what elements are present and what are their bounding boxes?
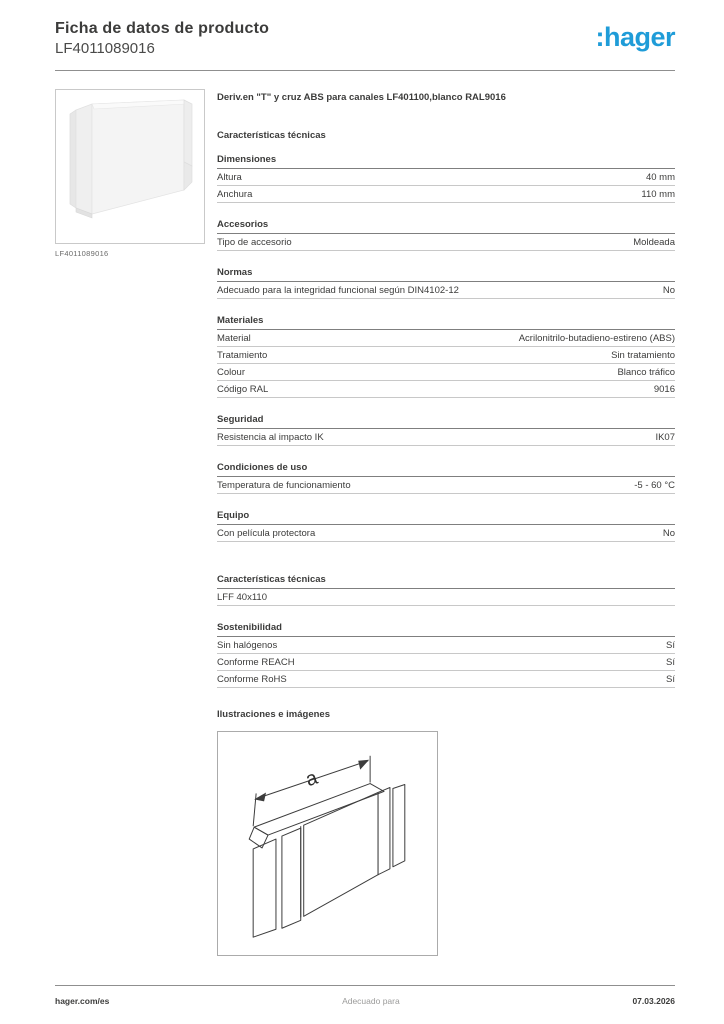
illustrations-heading: Ilustraciones e imágenes — [217, 709, 330, 720]
spec-row — [217, 169, 675, 186]
product-thumbnail — [55, 89, 205, 244]
spec-label: Material — [217, 333, 251, 344]
section-dimensiones — [217, 154, 675, 203]
spec-label: Código RAL — [217, 384, 269, 395]
section-equipo — [217, 510, 675, 542]
thumbnail-caption: LF4011089016 — [55, 249, 109, 258]
spec-value: 110 mm — [641, 189, 675, 200]
header-divider — [55, 70, 675, 71]
page-header — [55, 20, 675, 57]
section-title: Materiales — [217, 315, 675, 330]
dimension-label-a: a — [302, 766, 321, 792]
spec-row — [217, 637, 675, 654]
section-materiales — [217, 315, 675, 398]
spec-row — [217, 186, 675, 203]
product-reference: LF4011089016 — [55, 40, 155, 57]
spec-value: -5 - 60 °C — [634, 480, 675, 491]
spec-label: Anchura — [217, 189, 253, 200]
spec-value: Sí — [666, 657, 675, 668]
spec-row — [217, 525, 675, 542]
tech-characteristics-heading: Características técnicas — [217, 130, 326, 141]
section-title: Equipo — [217, 510, 675, 525]
footer-divider — [55, 985, 675, 986]
spec-label: Tipo de accesorio — [217, 237, 292, 248]
spec-value: Sin tratamiento — [611, 350, 675, 361]
spec-label: Colour — [217, 367, 245, 378]
content-area — [55, 89, 675, 956]
section-title: Características técnicas — [217, 574, 675, 589]
spec-value: Sí — [666, 674, 675, 685]
section-title: Dimensiones — [217, 154, 675, 169]
spec-row — [217, 381, 675, 398]
technical-drawing — [217, 731, 438, 956]
spec-value: 9016 — [653, 384, 675, 395]
spec-row — [217, 671, 675, 688]
product-render-image — [56, 90, 204, 243]
spec-label: Conforme REACH — [217, 657, 295, 668]
spec-label: Con película protectora — [217, 528, 316, 539]
spec-row — [217, 477, 675, 494]
section-title: Seguridad — [217, 414, 675, 429]
section-title: Accesorios — [217, 219, 675, 234]
spec-label: Resistencia al impacto IK — [217, 432, 324, 443]
hager-logo: :hager — [595, 22, 675, 52]
spec-label: Altura — [217, 172, 242, 183]
spec-row — [217, 330, 675, 347]
spec-row — [217, 589, 675, 606]
spec-value: Sí — [666, 640, 675, 651]
spec-value: Moldeada — [633, 237, 675, 248]
footer-date: 07.03.2026 — [632, 996, 675, 1006]
right-column — [217, 89, 675, 956]
spec-value: No — [662, 528, 675, 539]
spec-sections — [217, 154, 675, 688]
section-normas — [217, 267, 675, 299]
dimension-arrow-right — [358, 760, 369, 770]
footer-row — [55, 996, 675, 1006]
section-title: Normas — [217, 267, 675, 282]
section-sostenibilidad — [217, 622, 675, 688]
spec-value: 40 mm — [645, 172, 675, 183]
spec-label: Tratamiento — [217, 350, 268, 361]
spec-row — [217, 654, 675, 671]
spec-label: Sin halógenos — [217, 640, 278, 651]
page-footer — [55, 985, 675, 1006]
spec-value: Blanco tráfico — [617, 367, 675, 378]
spec-row — [217, 234, 675, 251]
section-condiciones-de-uso — [217, 462, 675, 494]
document-title: Ficha de datos de producto — [55, 20, 270, 37]
section-title: Condiciones de uso — [217, 462, 675, 477]
section-title: Sostenibilidad — [217, 622, 675, 637]
section-caracteristicas-tecnicas — [217, 574, 675, 606]
spec-label: Adecuado para la integridad funcional según DIN4102-12 — [217, 285, 459, 296]
footer-suitable-for-text: Adecuado para — [342, 996, 400, 1006]
spec-value: No — [662, 285, 675, 296]
section-seguridad — [217, 414, 675, 446]
spec-label: Temperatura de funcionamiento — [217, 480, 351, 491]
spec-row — [217, 429, 675, 446]
spec-value: Acrilonitrilo-butadieno-estireno (ABS) — [518, 333, 675, 344]
spec-row — [217, 282, 675, 299]
spec-label: Conforme RoHS — [217, 674, 287, 685]
header-titles — [55, 20, 269, 57]
footer-website-link[interactable]: hager.com/es — [55, 996, 110, 1006]
spec-label: LFF 40x110 — [217, 592, 267, 603]
left-column — [55, 89, 205, 956]
spec-row — [217, 364, 675, 381]
dimension-diagram — [218, 732, 437, 955]
product-title: Deriv.en "T" y cruz ABS para canales LF401100,blanco RAL9016 — [217, 92, 506, 103]
section-accesorios — [217, 219, 675, 251]
spec-row — [217, 347, 675, 364]
spec-value: IK07 — [655, 432, 675, 443]
